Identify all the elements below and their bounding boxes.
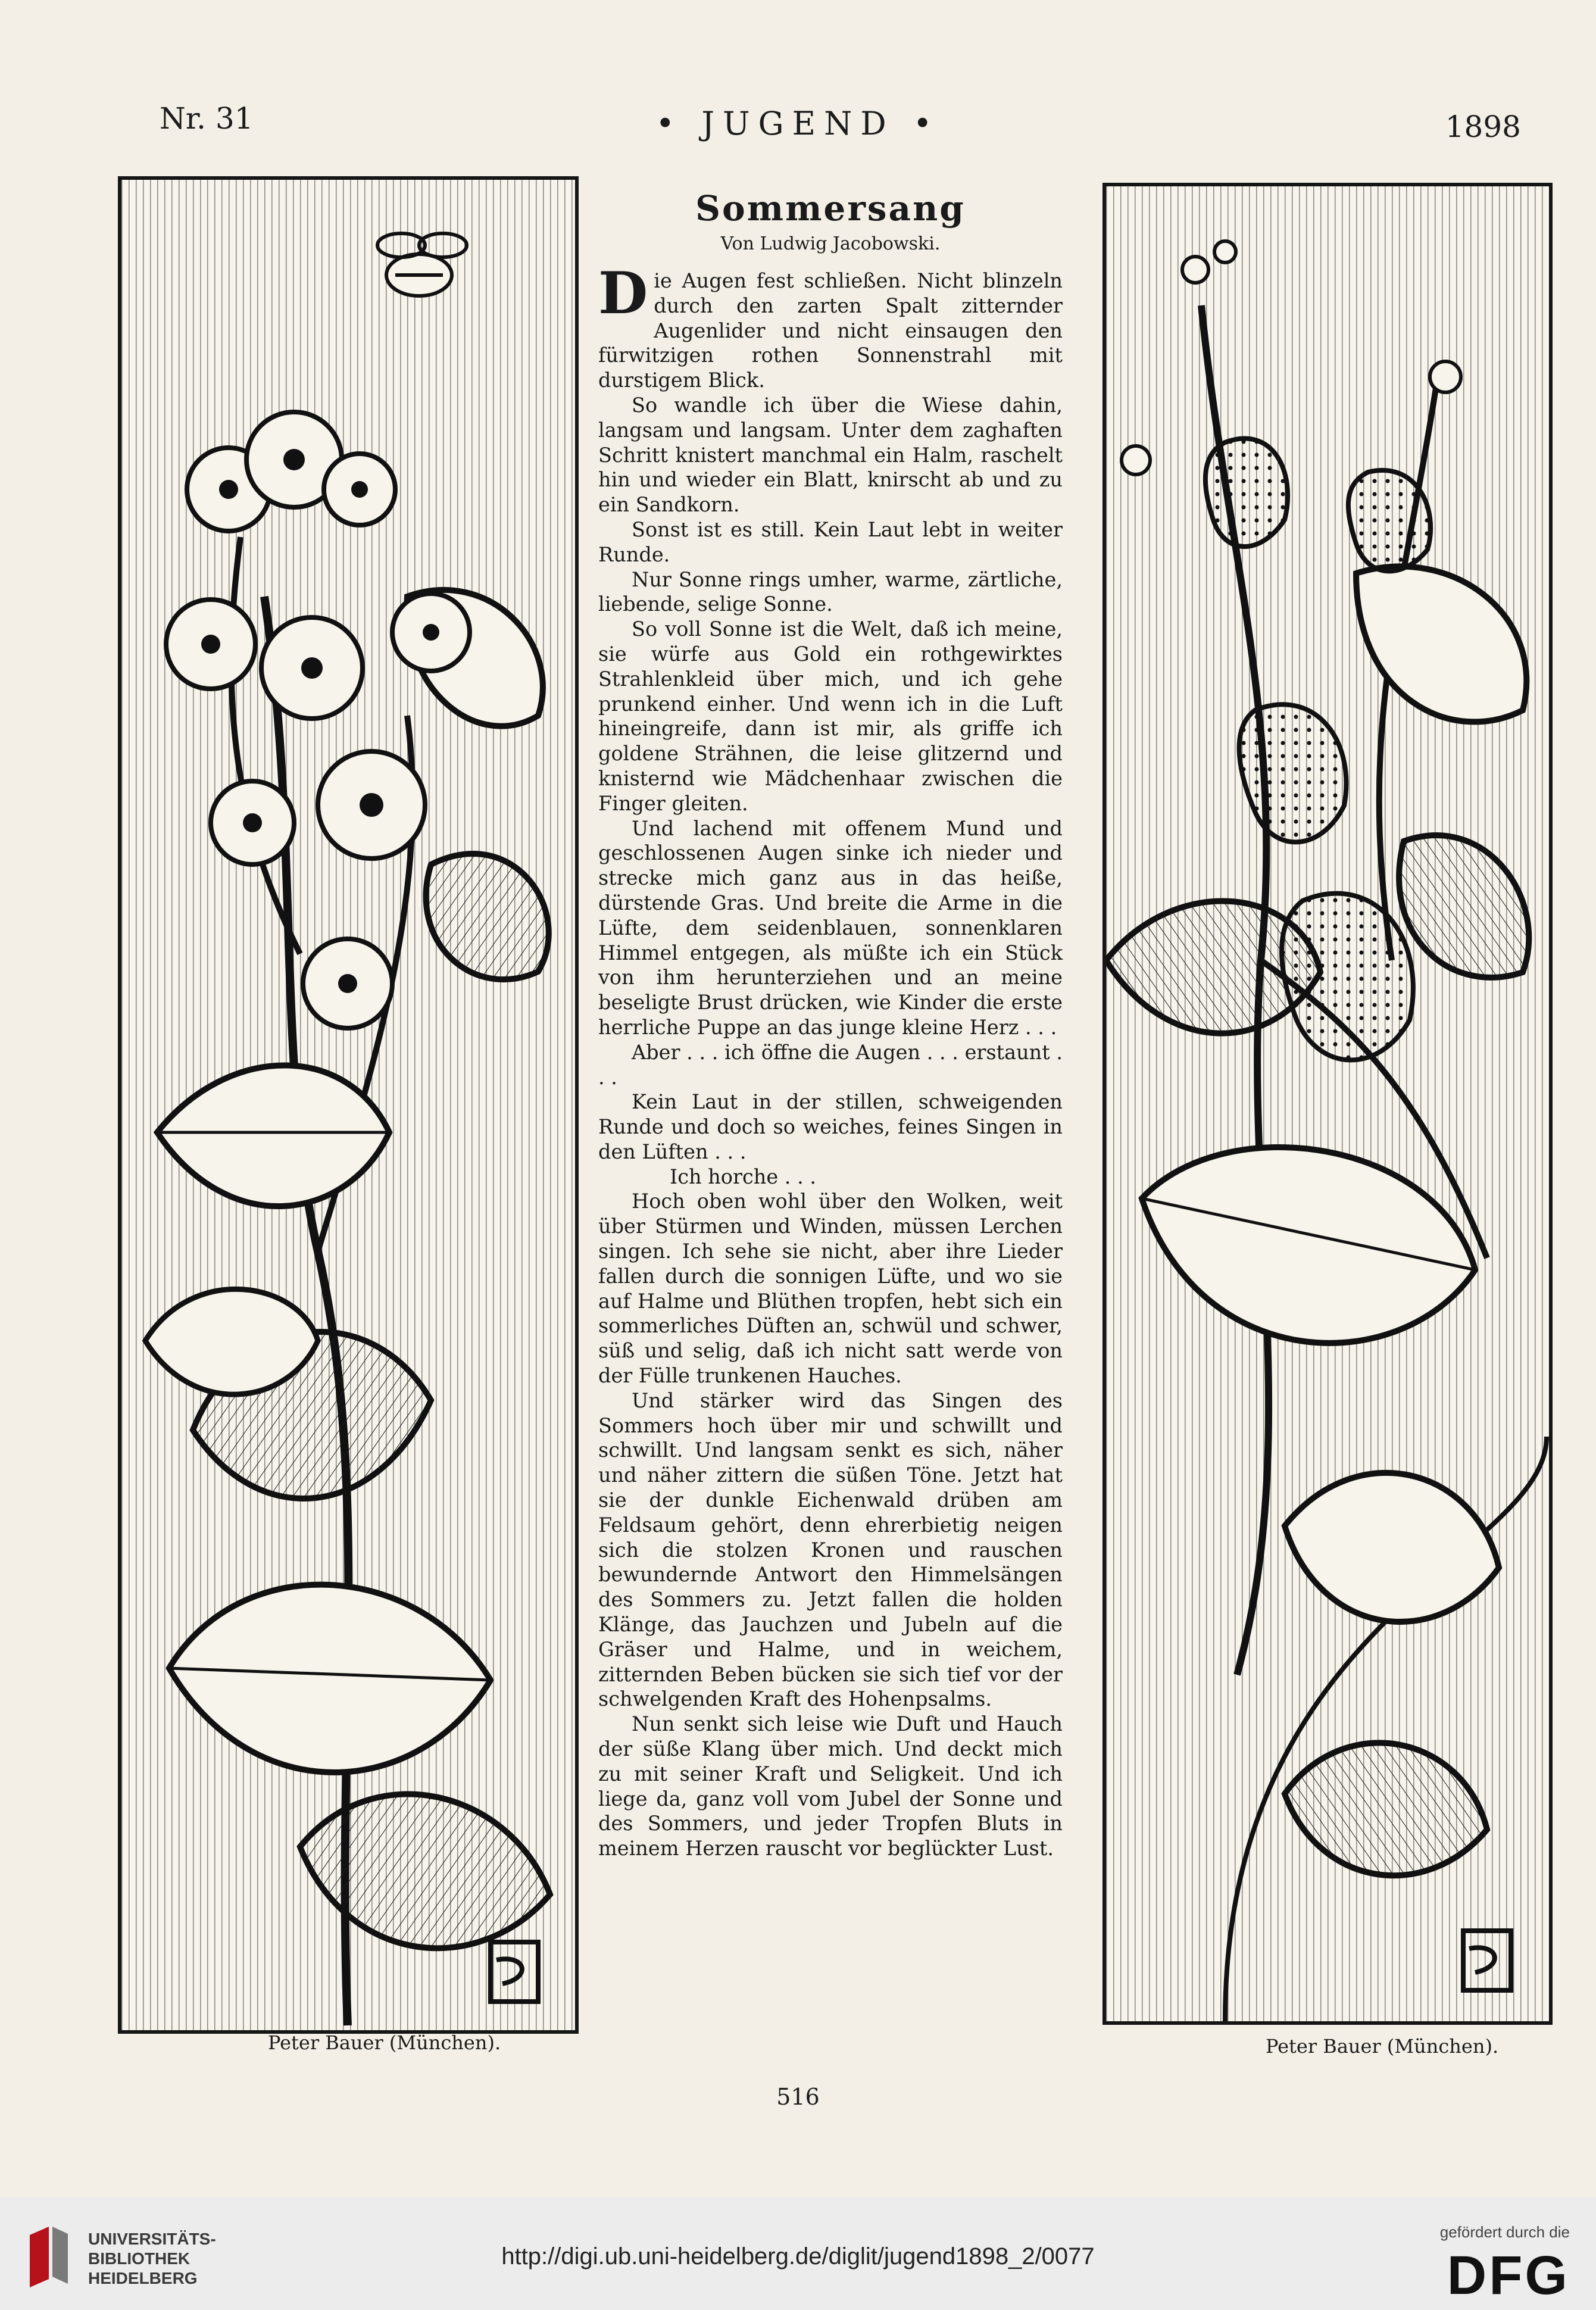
permalink-url[interactable]: http://digi.ub.uni-heidelberg.de/diglit/jugend1898_2/0077 (501, 2243, 1095, 2270)
article-paragraph: So voll Sonne ist die Welt, daß ich meine, sie würfe aus Gold ein rothgewirktes Strahlenkleid über mich, und ich gehe prunkend einher. Und wenn ich in die Luft hineingreife, dann ist mir, als griffe ich goldene Strähnen, die leise glitzernd und knisternd wie Mädchenhaar zwischen die Finger gleiten. (598, 617, 1063, 815)
library-name-line: UNIVERSITÄTS- (88, 2230, 216, 2248)
article-paragraph: Und lachend mit offenem Mund und geschlossenen Augen sinke ich nieder und strecke mich ganz aus in das heiße, dürstende Gras. Und breite die Arme in die Lüfte, dem seidenblauen, sonnenklaren Himmel entgegen, als müßte ich ein Stück von ihm herunterziehen und an meine beseligte Brust drücken, wie Kinder die erste herrliche Puppe an das junge kleine Herz . . . (598, 816, 1063, 1039)
page-number: 516 (776, 2084, 820, 2110)
funding-label: gefördert durch die (1439, 2223, 1570, 2241)
issue-number: Nr. 31 (160, 101, 254, 136)
footer-bar (0, 2197, 1596, 2310)
left-illustration (118, 176, 579, 2034)
article-paragraph: Ich horche . . . (670, 1165, 817, 1188)
strawberry-blossom-artwork (121, 180, 575, 2030)
library-name-line: HEIDELBERG (88, 2269, 198, 2287)
library-name-line: BIBLIOTHEK (88, 2249, 190, 2268)
article-paragraph: Sonst ist es still. Kein Laut lebt in weiter Runde. (598, 517, 1063, 566)
article-paragraph: So wandle ich über die Wiese dahin, langsam und langsam. Unter dem zaghaften Schritt knistert manchmal ein Halm, raschelt hin und wieder ein Blatt, knirscht ab und zu ein Sandkorn. (598, 393, 1063, 517)
issue-year: 1898 (1445, 110, 1521, 144)
right-illustration (1102, 183, 1553, 2025)
article-paragraph: Nun senkt sich leise wie Duft und Hauch der süße Klang über mich. Und deckt mich zu mit seiner Kraft und Seligkeit. Und ich liege da, ganz voll vom Jubel der Sonne und des Sommers, und jeder Tropfen Bluts in meinem Herzen rauscht vor beglückter Lust. (598, 1712, 1063, 1861)
dfg-logo: DFG (1447, 2245, 1570, 2306)
article (598, 176, 1063, 1861)
article-paragraph: Die Augen fest schließen. Nicht blinzeln durch den zarten Spalt zitternder Augenlider und nicht einsaugen den fürwitzigen rothen Sonnenstrahl mit durstigem Blick. (598, 260, 1063, 392)
page-header (0, 101, 1596, 161)
left-illustration-caption: Peter Bauer (München). (268, 2031, 501, 2054)
article-paragraph: Aber . . . ich öffne die Augen . . . erstaunt . . . (598, 1040, 1063, 1089)
article-paragraph: Nur Sonne rings umher, warme, zärtliche, liebende, selige Sonne. (598, 567, 1063, 616)
article-paragraph: Kein Laut in der stillen, schweigenden Runde und doch so weiches, feines Singen in den Lüften . . . (598, 1090, 1063, 1163)
article-title: Sommersang (695, 188, 966, 229)
magazine-title: • JUGEND • (655, 105, 941, 142)
article-author: Von Ludwig Jacobowski. (720, 233, 941, 254)
article-paragraph: Hoch oben wohl über den Wolken, weit über Stürmen und Winden, müssen Lerchen singen. Ich sehe sie nicht, aber ihre Lieder fallen durch die sonnigen Lüfte, und wo sie auf Halme und Blüthen tropfen, hebt sich ein sommerliches Düften an, schwül und schwer, süß und selig, daß ich nicht satt werde von der Fülle trunkenen Hauches. (598, 1190, 1063, 1388)
strawberry-fruit-artwork (1106, 186, 1549, 2021)
right-illustration-caption: Peter Bauer (München). (1266, 2035, 1499, 2058)
article-paragraph: Und stärker wird das Singen des Sommers hoch über mir und schwillt und schwillt. Und langsam senkt es sich, näher und näher zittern die süßen Töne. Jetzt hat sie der dunkle Eichenwald drüben am Feldsaum gehört, denn ehrerbietig neigen sich die stolzen Kronen und rauschen bewundernde Antwort den Himmelsängen des Sommers zu. Jetzt fallen die holden Klänge, das Jauchzen und Jubeln auf die Gräser und Halme, und in weichem, zitternden Beben bücken sie sich tief vor der schwelgenden Kraft des Hohenpsalms. (598, 1388, 1063, 1711)
